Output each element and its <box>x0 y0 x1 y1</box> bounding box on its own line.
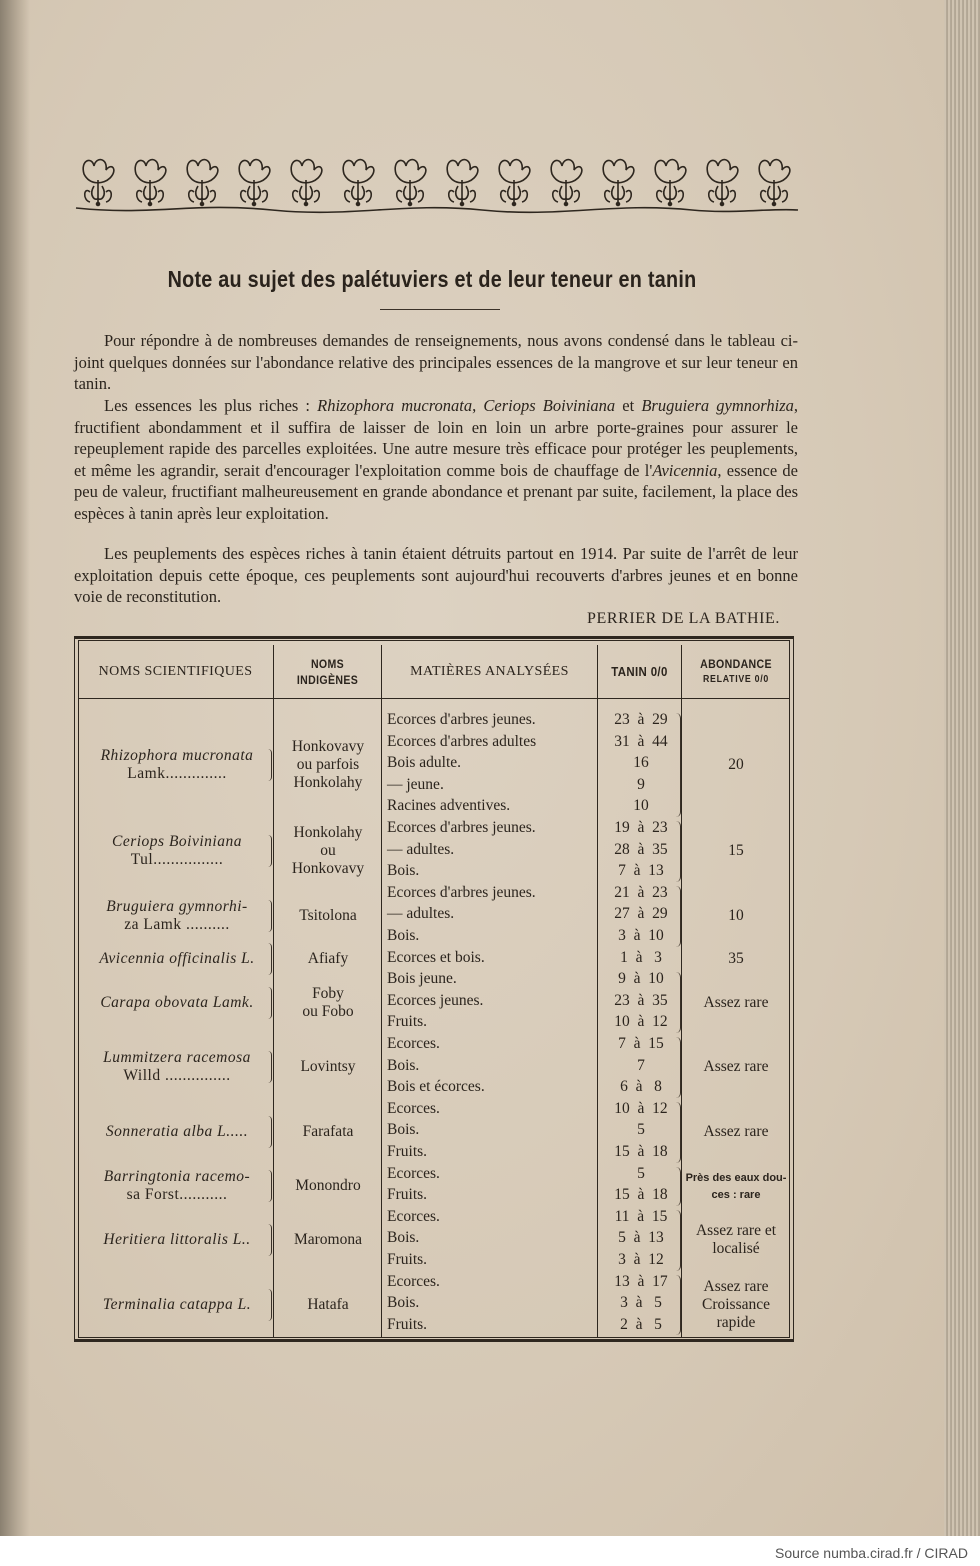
page-edges <box>944 0 980 1536</box>
tannin-cell: 7 <box>637 1056 645 1074</box>
material-cell: Ecorces. <box>387 1035 440 1052</box>
header-analyzed-materials: MATIÈRES ANALYSÉES <box>410 664 569 679</box>
tannin-cell: 31 à 44 <box>614 732 668 750</box>
scientific-name: Bruguiera gymnorhi- <box>106 898 248 916</box>
material-cell: Ecorces d'arbres adultes <box>387 732 537 750</box>
material-cell: Bois. <box>387 1121 420 1139</box>
scientific-name: Lamk.............. <box>127 765 227 782</box>
indigenous-name: Lovintsy <box>300 1058 356 1076</box>
material-cell: Ecorces d'arbres jeunes. <box>387 883 536 901</box>
indigenous-name: Maromona <box>293 1231 362 1249</box>
material-cell: Fruits. <box>387 1251 428 1268</box>
brace-mark <box>676 1167 681 1206</box>
tannin-cell: 16 <box>633 754 649 772</box>
paragraph-1: Pour répondre à de nombreuses demandes de renseignements, nous avons condensé dans le tableau ci-joint quelques données sur l'abondance relative des principales essences de la mangrove et sur leur teneur en tanin. <box>74 331 798 393</box>
abundance-value: Assez rare <box>703 1123 769 1141</box>
abundance-value: 10 <box>728 907 744 925</box>
scientific-name: Lummitzera racemosa <box>103 1049 251 1067</box>
tannin-cell: 9 à 10 <box>618 970 664 988</box>
tannin-cell: 2 à 5 <box>620 1315 662 1333</box>
scientific-name: Barringtonia racemo- <box>103 1168 251 1186</box>
scientific-name: Rhizophora mucronata <box>100 747 254 764</box>
column-divider <box>273 645 274 1337</box>
scientific-name: Terminalia catappa L. <box>102 1296 252 1313</box>
tannin-cell: 19 à 23 <box>614 819 668 836</box>
material-cell: Bois. <box>387 927 420 944</box>
scientific-name: Carapa obovata Lamk. <box>100 993 254 1011</box>
abundance-value: rapide <box>716 1314 756 1331</box>
material-cell: Ecorces. <box>387 1272 440 1290</box>
abundance-value: localisé <box>712 1240 760 1258</box>
material-cell: Bois. <box>387 1229 420 1247</box>
source-credit: Source numba.cirad.fr / CIRAD <box>775 1545 968 1561</box>
abundance-value: ces : rare <box>711 1189 761 1202</box>
column-divider <box>597 645 598 1337</box>
abundance-value: Assez rare <box>703 1278 769 1295</box>
material-cell: Ecorces et bois. <box>387 948 485 966</box>
material-cell: Ecorces. <box>387 1164 440 1182</box>
brace-mark <box>676 1102 681 1163</box>
indigenous-name: Foby <box>312 984 344 1002</box>
brace-mark <box>268 749 272 781</box>
scientific-name: Tul................ <box>130 851 224 869</box>
indigenous-name: Honkolahy <box>293 774 363 791</box>
material-cell: Bois adulte. <box>387 754 462 772</box>
page-gutter-shadow <box>0 0 30 1536</box>
paragraph-2: Les essences les plus riches : Rhizophora mucronata, Ceriops Boiviniana et Bruguiera gymnorhiza, fructifient abondamment et il suffira de laisser de loin en loin un arbre porte-graines pour assurer le repeuplement rapide des parcelles exploitées. Une autre mesure très efficace pour protéger les peuplements, et même les agrandir, serait d'encourager l'exploitation comme bois de chauffage de l'Avicennia, essence de peu de valeur, fructifiant malheureusement en grande abondance et prenant par suite, facilement, la place des espèces à tanin après leur exploitation. <box>74 396 799 523</box>
indigenous-name: Honkolahy <box>293 824 363 842</box>
tannin-cell: 11 à 15 <box>614 1207 668 1225</box>
material-cell: — adultes. <box>387 905 455 923</box>
material-cell: Ecorces d'arbres jeunes. <box>387 819 536 836</box>
page-title: Note au sujet des palétuviers et de leur teneur en tanin <box>167 266 697 292</box>
tannin-cell: 15 à 18 <box>614 1186 668 1204</box>
tannin-cell: 10 <box>633 797 649 815</box>
header-scientific-names: NOMS SCIENTIFIQUES <box>98 664 253 679</box>
brace-mark <box>268 1116 272 1148</box>
material-cell: Ecorces. <box>387 1207 440 1225</box>
material-cell: — adultes. <box>387 840 455 858</box>
brace-mark <box>676 972 681 1033</box>
tannin-cell: 5 à 13 <box>618 1229 664 1247</box>
floral-ornament-icon <box>72 152 802 222</box>
tannin-cell: 28 à 35 <box>614 840 668 858</box>
material-cell: Ecorces jeunes. <box>387 991 484 1009</box>
material-cell: Fruits. <box>387 1013 428 1031</box>
brace-mark <box>268 1170 272 1202</box>
scientific-name: sa Forst........... <box>126 1186 228 1204</box>
indigenous-name: Hatafa <box>307 1296 349 1313</box>
brace-mark <box>268 900 272 932</box>
material-cell: Bois. <box>387 862 420 880</box>
indigenous-name: Tsitolona <box>299 907 357 925</box>
tannin-cell: 3 à 12 <box>618 1251 664 1268</box>
tannin-cell: 23 à 35 <box>614 991 668 1009</box>
indigenous-name: ou <box>320 842 336 860</box>
indigenous-name: ou parfois <box>296 756 360 773</box>
header-indigenous-names: NOMS INDIGÈNES <box>296 657 359 687</box>
indigenous-name: Honkovavy <box>291 860 365 878</box>
brace-mark <box>268 943 272 975</box>
brace-mark <box>676 713 681 817</box>
material-cell: — jeune. <box>387 775 444 793</box>
brace-mark <box>268 1289 272 1321</box>
abundance-value: 35 <box>728 950 744 968</box>
header-divider <box>78 698 790 699</box>
brace-mark <box>268 987 272 1019</box>
material-cell: Fruits. <box>387 1315 428 1333</box>
abundance-value: Assez rare <box>703 1058 769 1076</box>
scientific-name: Heritiera littoralis L.. <box>103 1231 251 1249</box>
material-cell: Ecorces d'arbres jeunes. <box>387 711 536 728</box>
tannin-cell: 23 à 29 <box>614 711 668 728</box>
tannin-cell: 5 <box>637 1164 645 1182</box>
tannin-cell: 7 à 13 <box>618 862 664 880</box>
abundance-value: Près des eaux dou- <box>685 1172 787 1185</box>
column-divider <box>381 645 382 1337</box>
tannin-cell: 7 à 15 <box>618 1035 664 1052</box>
tannin-cell: 10 à 12 <box>614 1013 668 1031</box>
header-abundance <box>688 648 783 696</box>
abundance-value: 15 <box>728 842 744 860</box>
paragraph-3: Les peuplements des espèces riches à tanin étaient détruits partout en 1914. Par suite de l'arrêt de leur exploitation depuis cette époque, ces peuplements sont aujourd'hui recouverts d'arbres jeunes et en bonne voie de reconstitution. <box>74 544 798 606</box>
brace-mark <box>268 1051 272 1083</box>
tannin-cell: 9 <box>637 775 645 793</box>
brace-mark <box>268 835 272 867</box>
tannin-cell: 21 à 23 <box>614 883 668 901</box>
scientific-name: za Lamk .......... <box>124 916 230 934</box>
material-cell: Fruits. <box>387 1186 428 1204</box>
tannin-cell: 27 à 29 <box>614 905 668 923</box>
indigenous-name: Farafata <box>302 1123 354 1141</box>
material-cell: Bois. <box>387 1294 420 1312</box>
tannin-cell: 10 à 12 <box>614 1099 668 1117</box>
header-abundance-line2: RELATIVE 0/0 <box>703 674 769 685</box>
abundance-value: Croissance <box>701 1296 770 1313</box>
scientific-name: Ceriops Boiviniana <box>112 833 242 851</box>
scientific-name: Avicennia officinalis L. <box>99 950 255 968</box>
author-signature: PERRIER DE LA BATHIE. <box>586 610 780 627</box>
abundance-value: Assez rare et <box>695 1222 777 1240</box>
tannin-cell: 3 à 5 <box>620 1294 662 1312</box>
brace-mark <box>676 1037 681 1098</box>
abundance-value: Assez rare <box>703 993 769 1011</box>
material-cell: Racines adventives. <box>387 797 511 815</box>
abundance-value: 20 <box>728 756 744 773</box>
indigenous-name: Afiafy <box>307 950 349 968</box>
tannin-cell: 13 à 17 <box>614 1272 668 1290</box>
material-cell: Ecorces. <box>387 1099 440 1117</box>
indigenous-name: ou Fobo <box>302 1002 354 1020</box>
brace-mark <box>676 886 681 947</box>
brace-mark <box>676 1210 681 1271</box>
scientific-name: Willd ............... <box>123 1067 231 1085</box>
tannin-cell: 5 <box>637 1121 645 1139</box>
brace-mark <box>676 1275 681 1336</box>
header-tannin: TANIN 0/0 <box>611 664 668 679</box>
material-cell: Bois jeune. <box>387 970 457 988</box>
brace-mark <box>268 1224 272 1256</box>
tannin-cell: 1 à 3 <box>620 948 662 966</box>
material-cell: Bois et écorces. <box>387 1078 485 1096</box>
tannin-cell: 6 à 8 <box>620 1078 662 1096</box>
material-cell: Fruits. <box>387 1143 428 1160</box>
indigenous-name: Monondro <box>295 1177 361 1195</box>
title-divider <box>380 309 500 310</box>
scientific-name: Sonneratia alba L..... <box>105 1123 249 1141</box>
tannin-cell: 3 à 10 <box>618 927 664 944</box>
material-cell: Bois. <box>387 1056 420 1074</box>
header-abundance-line1: ABONDANCE <box>700 657 772 671</box>
brace-mark <box>676 821 681 882</box>
tannin-cell: 15 à 18 <box>614 1143 668 1160</box>
indigenous-name: Honkovavy <box>291 738 365 755</box>
